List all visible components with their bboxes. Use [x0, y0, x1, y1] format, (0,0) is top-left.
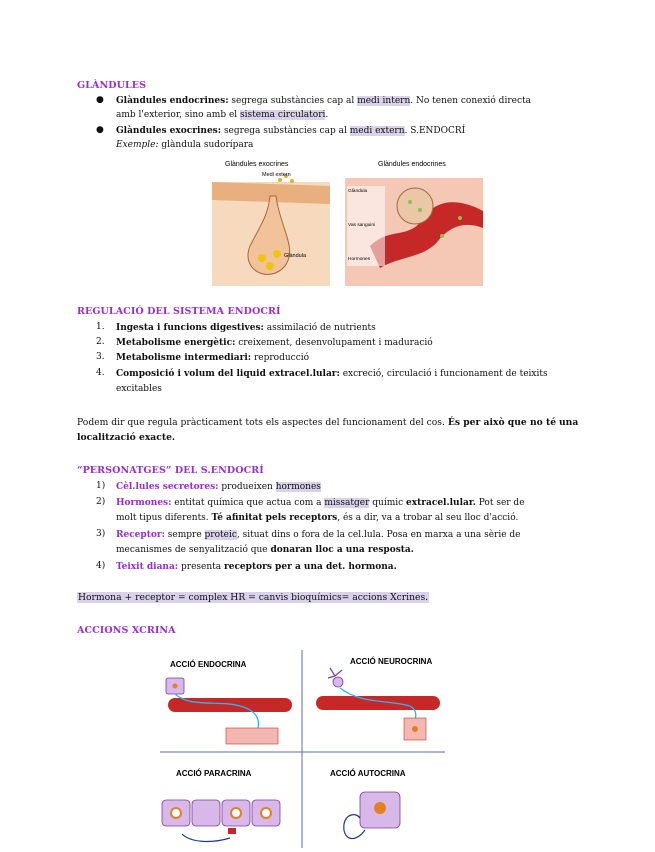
character-item-3 [116, 529, 521, 541]
secretion-dot [266, 262, 274, 270]
paragraph-text: Podem dir que regula pràcticament tots els aspectes del funcionament del cos. [77, 417, 445, 428]
endocrine-term: Glàndules endocrines: [116, 96, 229, 106]
highlight-hormones: hormones [275, 482, 321, 492]
section-heading-glands: GLÀNDULES [77, 80, 147, 91]
character-text: entitat química que actua com a [171, 498, 325, 508]
character-term: Receptor: [116, 530, 165, 540]
exocrine-term: Glàndules exocrines: [116, 126, 222, 136]
blood-vessel-neurocrine [316, 696, 440, 710]
section-heading-characters: “PERSONATGES” DEL S.ENDOCRÍ [77, 465, 264, 476]
character-bold: Té afinitat pels receptors [211, 513, 338, 523]
list-number: 3. [96, 352, 105, 362]
label-accio-paracrina: ACCIÓ PARACRINA [176, 769, 252, 778]
regulation-term: Metabolisme intermediari: [116, 353, 252, 363]
highlight-medi-extern: medi extern [349, 126, 405, 136]
character-bold: receptors per a una det. hormona. [223, 562, 397, 572]
regulation-text: reproducció [251, 353, 310, 363]
glands-illustration [210, 156, 490, 288]
hormone-dot [408, 200, 412, 204]
label-glandula: Glàndula [284, 253, 307, 259]
actions-figure [160, 648, 445, 848]
endocrine-text: segrega substàncies cap al [231, 96, 355, 106]
cell-nucleus [412, 726, 418, 732]
cell-nucleus [173, 684, 178, 689]
exocrine-glands-line [116, 125, 465, 137]
actions-illustration [160, 648, 445, 848]
character-text: sempre [164, 530, 205, 540]
character-text: molt tipus diferents. [116, 513, 212, 523]
highlight-sistema-circulatori: sistema circulatori [240, 110, 326, 120]
endocrine-line2-text: amb l'exterior, sino amb el [116, 110, 238, 120]
secretion-dot [278, 178, 282, 182]
target-tissue [226, 728, 278, 744]
label-accio-neurocrina: ACCIÓ NEUROCRINA [350, 657, 433, 666]
list-number: 1) [96, 481, 106, 491]
character-item-2-cont [116, 512, 518, 524]
glands-figure [210, 156, 490, 288]
exocrine-text: segrega substàncies cap al [223, 126, 347, 136]
list-number: 2. [96, 337, 105, 347]
section-heading-regulation: REGULACIÓ DEL SISTEMA ENDOCRÍ [77, 306, 281, 317]
bullet-dot: ● [96, 95, 104, 105]
regulation-item-1 [116, 322, 376, 334]
regulation-text: creixement, desenvolupament i maduració [235, 338, 433, 348]
character-term: Teixit diana: [116, 562, 179, 572]
hormone-dot [458, 216, 462, 220]
character-term: Hormones: [116, 498, 172, 508]
character-bold: donaran lloc a una resposta. [270, 545, 414, 555]
bullet-dot: ● [96, 125, 104, 135]
regulation-text: excreció, circulació i funcionament de teixits [339, 369, 548, 379]
label-accio-autocrina: ACCIÓ AUTOCRINA [330, 769, 406, 778]
highlight-missatger: missatger [324, 498, 370, 508]
character-term: Cèl.lules secretores: [116, 482, 219, 492]
list-number: 3) [96, 529, 106, 539]
exocrine-figure-title: Glàndules exocrines [225, 161, 289, 168]
regulation-term: Metabolisme energètic: [116, 338, 236, 348]
endocrine-gland-cluster [397, 188, 433, 224]
example-line [116, 139, 253, 151]
secretion-dot [290, 179, 294, 183]
regulation-item-4-cont: excitables [116, 384, 162, 394]
endocrine-figure-title: Glàndules endocrines [378, 161, 446, 168]
character-bold: extracel.lular. [406, 498, 476, 508]
character-text: , situat dins o fora de la cel.lula. Posa en marxa a una sèrie de [236, 530, 521, 540]
receptor-marker [228, 828, 236, 834]
equation-highlight: Hormona + receptor = complex HR = canvis bioquímics= accions Xcrines. [78, 592, 429, 603]
character-item-4 [116, 561, 397, 573]
cell-nucleus [171, 808, 181, 818]
endocrine-text-2: . No tenen conexió directa [410, 96, 531, 106]
label-hormones: Hormones [348, 257, 371, 262]
character-text: Pot ser de [475, 498, 525, 508]
label-medi-extern: Medi extern [262, 172, 291, 178]
character-item-3-cont [116, 544, 414, 556]
exocrine-text-2: . S.ENDOCRÍ [404, 126, 466, 136]
label-glandula-endocrine: Glàndula [348, 189, 368, 194]
example-text: glàndula sudorípara [161, 140, 254, 150]
paracrine-signal [182, 834, 230, 841]
regulation-item-2 [116, 337, 433, 349]
regulation-text: assimilació de nutrients [263, 323, 376, 333]
hormone-dot [418, 208, 422, 212]
list-number: 2) [96, 497, 106, 507]
character-item-2 [116, 497, 525, 509]
neuron-dendrites [328, 668, 342, 678]
list-number: 1. [96, 322, 105, 332]
secretion-dot [273, 250, 281, 258]
endocrine-line2-end: . [325, 110, 329, 120]
label-accio-endocrina: ACCIÓ ENDOCRINA [170, 660, 247, 669]
endocrine-glands-line-2 [116, 109, 328, 121]
example-label: Exemple: [116, 140, 159, 150]
label-vas-sanguini: Vas sanguini [348, 223, 376, 228]
list-number: 4. [96, 368, 105, 378]
list-number: 4) [96, 561, 106, 571]
character-text: produeixen [218, 482, 276, 492]
neuron-body [333, 677, 343, 687]
endocrine-glands-line [116, 95, 531, 107]
cell-nucleus [261, 808, 271, 818]
paracrine-cell [192, 800, 220, 826]
regulation-item-4 [116, 368, 548, 380]
cell-nucleus [374, 802, 386, 814]
section-heading-actions: ACCIONS XCRINA [77, 625, 176, 636]
secretion-dot [258, 254, 266, 262]
regulation-term: Ingesta i funcions digestives: [116, 323, 264, 333]
character-text: mecanismes de senyalització que [116, 545, 271, 555]
character-text: químic [369, 498, 407, 508]
regulation-term: Composició i volum del liquid extracel.lular: [116, 369, 340, 379]
cell-nucleus [231, 808, 241, 818]
highlight-proteic: proteic [204, 530, 237, 540]
paragraph-bold-2: una localització exacte. [77, 417, 579, 443]
character-item-1 [116, 481, 321, 493]
regulation-paragraph [77, 415, 582, 445]
character-text: presenta [178, 562, 224, 572]
hormone-dot [440, 234, 444, 238]
regulation-item-3 [116, 352, 309, 364]
highlight-medi-intern: medi intern [357, 96, 411, 106]
character-text: , és a dir, va a trobar al seu lloc d'acció. [337, 513, 519, 523]
paragraph-bold: És per això que no té [447, 417, 557, 428]
